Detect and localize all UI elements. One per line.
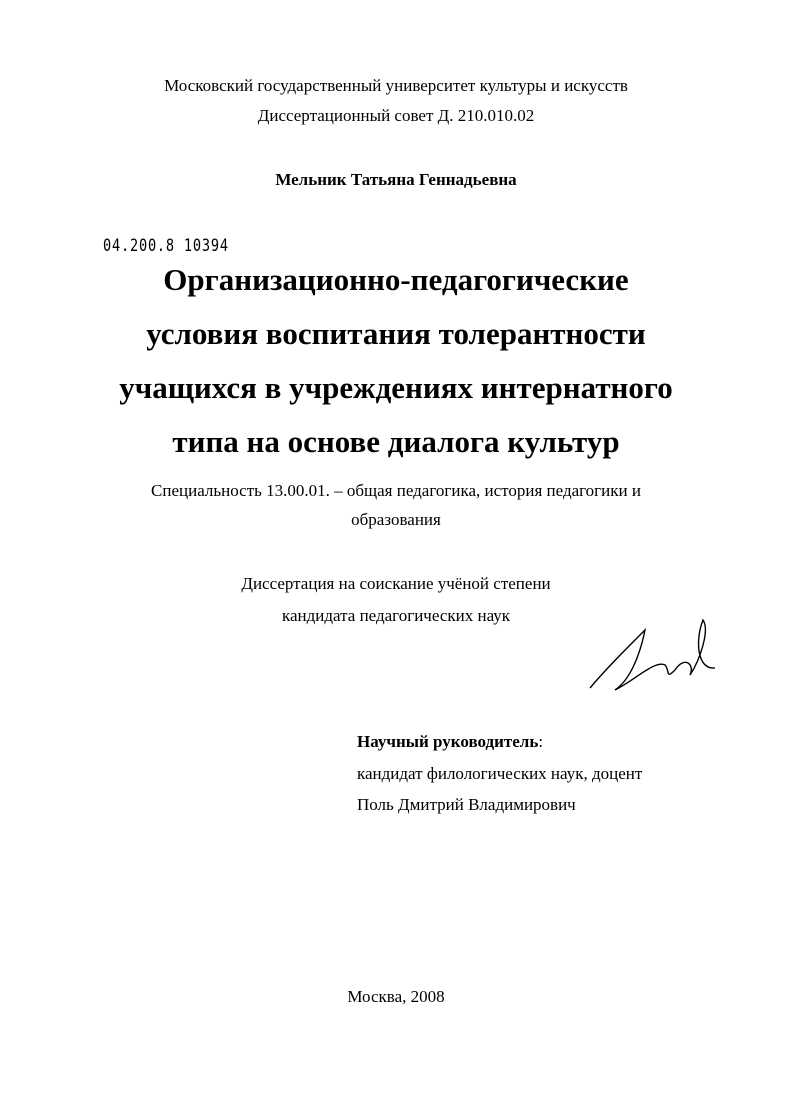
degree: Диссертация на соискание учёной степени <box>241 574 551 593</box>
supervisor-label: Научный руководитель <box>357 732 539 751</box>
specialty: образования <box>351 510 441 529</box>
university-name: Московский государственный университет культуры и искусств <box>164 76 628 95</box>
title-line: Организационно-педагогические <box>163 262 629 297</box>
council: Диссертационный совет Д. 210.010.02 <box>257 106 535 125</box>
archive-stamp-number: 04.200.8 10394 <box>103 236 229 256</box>
title-line: условия воспитания толерантности <box>146 316 646 351</box>
supervisor-name: Поль Дмитрий Владимирович <box>357 795 576 814</box>
title-line: учащихся в учреждениях интернатного <box>119 370 673 405</box>
specialty: Специальность 13.00.01. – общая педагогика, история педагогики и <box>151 481 641 500</box>
degree: кандидата педагогических наук <box>281 606 511 625</box>
supervisor-position: кандидат филологических наук, доцент <box>357 764 643 783</box>
colon: : <box>538 732 544 751</box>
title-line: типа на основе диалога культур <box>172 424 620 459</box>
signature <box>585 610 720 695</box>
author-name: Мельник Татьяна Геннадьевна <box>275 170 517 189</box>
city-year: Москва, 2008 <box>347 987 445 1006</box>
